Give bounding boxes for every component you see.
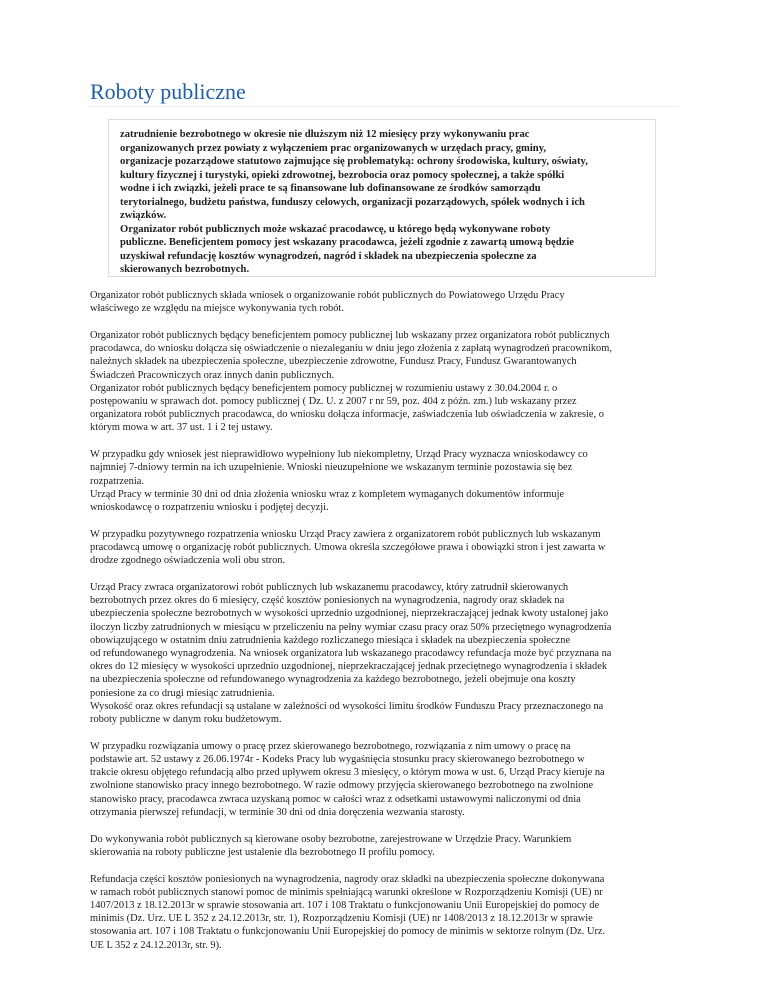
text-line: organizatora robót publicznych pracodawca, do wniosku dołącza informacje, zaświadczenia lub oświadczenia w zakresie, o — [90, 409, 604, 421]
text-line: skierowanych bezrobotnych. — [120, 264, 250, 275]
text-line: stosowania art. 107 i 108 Traktatu o funkcjonowaniu Unii Europejskiej do pomocy de minimis w sektorze rolnym (Dz. Urz. — [90, 926, 606, 938]
text-line: w ramach robót publicznych stanowi pomoc de minimis spełniającą warunki określone w Rozporządzeniu Komisji (UE) nr — [90, 886, 603, 898]
body-paragraph — [90, 289, 688, 315]
body-paragraph — [90, 873, 688, 952]
page-title: Roboty publiczne — [90, 79, 246, 104]
text-line: otrzymania pierwszej refundacji, w terminie 30 dni od dnia doręczenia wezwania starosty. — [90, 806, 465, 818]
text-line: W przypadku pozytywnego rozpatrzenia wniosku Urząd Pracy zawiera z organizatorem robót publicznych lub wskazanym — [90, 528, 601, 540]
text-line: Świadczeń Pracowniczych oraz innych danin publicznych. — [90, 369, 335, 381]
text-line: W przypadku rozwiązania umowy o pracę przez skierowanego bezrobotnego, rozwiązania z nim umowy o pracę na — [90, 740, 571, 752]
text-line: 1407/2013 z 18.12.2013r w sprawie stosowania art. 107 i 108 Traktatu o funkcjonowaniu Unii Europejskiej do pomocy de — [90, 900, 600, 912]
text-line: organizowanych przez powiaty z wyłączeniem prac organizowanych w urzędach pracy, gminy, — [120, 142, 547, 154]
text-line: iloczyn liczby zatrudnionych w miesiącu w przeliczeniu na pełny wymiar czasu pracy oraz 50% przeciętnego wynagrodzenia — [90, 621, 612, 633]
body-paragraph — [90, 740, 688, 819]
body-paragraph — [90, 833, 688, 859]
text-line: kultury fizycznej i turystyki, opieki zdrowotnej, bezrobocia oraz pomocy społecznej, a także spółki — [120, 169, 565, 181]
text-line: Organizator robót publicznych będący beneficjentem pomocy publicznej lub wskazany przez organizatora robót publicznych — [90, 330, 610, 341]
text-line: wodne i ich związki, jeżeli prace te są finansowane lub dofinansowane ze środków samorządu — [120, 183, 541, 194]
text-line: stanowisko pracy, pracodawca zwraca uzyskaną pomoc w całości wraz z odsetkami ustawowymi naliczonymi od dnia — [90, 793, 581, 805]
text-line: pracodawcą umowę o organizację robót publicznych. Umowa określa szczegółowe prawa i obowiązki stron i jest zawarta w — [90, 542, 606, 554]
text-line: organizacje pozarządowe statutowo zajmujące się problematyką: ochrony środowiska, kultury, oświaty, — [120, 156, 588, 167]
text-line: podstawie art. 52 ustawy z 26.06.1974r - Kodeks Pracy lub wygaśnięcia stosunku pracy skierowanego bezrobotnego w — [90, 754, 585, 766]
text-line: okres do 12 miesięcy w wysokości uprzednio uzgodnionej, nieprzekraczającej jednak przeciętnego wynagrodzenia i składek — [90, 661, 608, 673]
text-line: W przypadku gdy wniosek jest nieprawidłowo wypełniony lub niekompletny, Urząd Pracy wyznacza wnioskodawcy co — [90, 449, 588, 461]
text-line: Organizator robót publicznych składa wniosek o organizowanie robót publicznych do Powiatowego Urzędu Pracy — [90, 290, 565, 301]
text-line: minimis (Dz. Urz. UE L 352 z 24.12.2013r, str. 1), Rozporządzeniu Komisji (UE) nr 1408/2013 z 18.12.2013r w sprawie — [90, 913, 593, 925]
text-line: Organizator robót publicznych będący beneficjentem pomocy publicznej w rozumieniu ustawy z 30.04.2004 r. o — [90, 382, 558, 394]
text-line: bezrobotnych przez okres do 6 miesięcy, część kosztów poniesionych na wynagrodzenia, nagrody oraz składek na — [90, 595, 565, 607]
intro-paragraph — [120, 128, 645, 223]
text-line: drodze zgodnego oświadczenia woli obu stron. — [90, 555, 286, 567]
text-line: Urząd Pracy w terminie 30 dni od dnia złożenia wniosku wraz z kompletem wymaganych dokumentów informuje — [90, 488, 565, 500]
text-line: właściwego ze względu na miejsce wykonywania tych robót. — [90, 303, 344, 315]
text-line: Do wykonywania robót publicznych są kierowane osoby bezrobotne, zarejestrowane w Urzędzie Pracy. Warunkiem — [90, 833, 572, 845]
body-paragraph — [90, 581, 688, 726]
body-paragraph — [90, 448, 688, 514]
intro-box — [108, 119, 656, 277]
text-line: Wysokość oraz okres refundacji są ustalane w zależności od wysokości limitu środków Funduszu Pracy przeznaczonego na — [90, 700, 604, 712]
text-line: najmniej 7-dniowy termin na ich uzupełnienie. Wnioski nieuzupełnione we wskazanym terminie pozostawia się bez — [90, 462, 573, 474]
text-line: skierowania na roboty publiczne jest ustalenie dla bezrobotnego II profilu pomocy. — [90, 846, 435, 858]
text-line: ubezpieczenia społeczne bezrobotnych w wysokości uprzednio uzgodnionej, nieprzekraczającej jednak kwoty ustalonej jako — [90, 608, 609, 620]
text-line: UE L 352 z 24.12.2013r, str. 9). — [90, 939, 222, 951]
title-divider — [88, 106, 678, 107]
text-line: pracodawca, do wniosku dołącza się oświadczenie o niezaleganiu w dniu jego złożenia z zapłatą wynagrodzeń pracownikom, — [90, 343, 612, 355]
text-line: związków. — [120, 210, 167, 221]
text-line: od refundowanego wynagrodzenia. Na wniosek organizatora lub wskazanego pracodawcy refundacja może być przyznana na — [90, 648, 612, 660]
text-line: terytorialnego, budżetu państwa, funduszy celowych, organizacji pozarządowych, spółek wodnych i ich — [120, 196, 585, 208]
intro-paragraph — [120, 223, 645, 277]
text-line: roboty publiczne w danym roku budżetowym. — [90, 714, 282, 726]
text-line: którym mowa w art. 37 ust. 1 i 2 tej ustawy. — [90, 422, 273, 434]
text-line: zwolnione stanowisko pracy innego bezrobotnego. W razie odmowy przyjęcia skierowanego bezrobotnego na zwolnione — [90, 780, 594, 792]
text-line: Urząd Pracy zwraca organizatorowi robót publicznych lub wskazanemu pracodawcy, który zatrudnił skierowanych — [90, 582, 569, 594]
text-line: należnych składek na ubezpieczenia społeczne, ubezpieczenie zdrowotne, Fundusz Pracy, Fundusz Gwarantowanych — [90, 356, 577, 368]
text-line: Refundacja części kosztów poniesionych na wynagrodzenia, nagrody oraz składki na ubezpieczenia społeczne dokonywana — [90, 873, 605, 885]
text-line: wnioskodawcę o rozpatrzeniu wniosku i podjętej decyzji. — [90, 502, 329, 514]
text-line: uzyskiwał refundację kosztów wynagrodzeń, nagród i składek na ubezpieczenia społeczne za — [120, 250, 537, 262]
text-line: publiczne. Beneficjentem pomocy jest wskazany pracodawca, jeżeli zgodnie z zawartą umową będzie — [120, 237, 574, 248]
text-line: na ubezpieczenia społeczne od refundowanego wynagrodzenia za każdego bezrobotnego, jeżeli obejmuje ona koszty — [90, 674, 576, 686]
text-line: zatrudnienie bezrobotnego w okresie nie dłuższym niż 12 miesięcy przy wykonywaniu prac — [120, 129, 530, 140]
text-line: trakcie okresu objętego refundacją albo przed upływem okresu 3 miesięcy, o którym mowa w ust. 6, Urząd Pracy kieruje na — [90, 767, 605, 779]
text-line: postępowaniu w sprawach dot. pomocy publicznej ( Dz. U. z 2007 r nr 59, poz. 404 z późn. zm.) lub wskazany przez — [90, 396, 577, 408]
text-line: rozpatrzenia. — [90, 475, 144, 487]
text-line: poniesione za co drugi miesiąc zatrudnienia. — [90, 687, 275, 699]
body-paragraph — [90, 528, 688, 568]
text-line: Organizator robót publicznych może wskazać pracodawcę, u którego będą wykonywane roboty — [120, 223, 551, 235]
body-paragraph — [90, 329, 688, 435]
body-content — [90, 289, 688, 965]
text-line: obowiązującego w ostatnim dniu zatrudnienia każdego rozliczanego miesiąca i składek na ubezpieczenia społeczne — [90, 634, 571, 646]
